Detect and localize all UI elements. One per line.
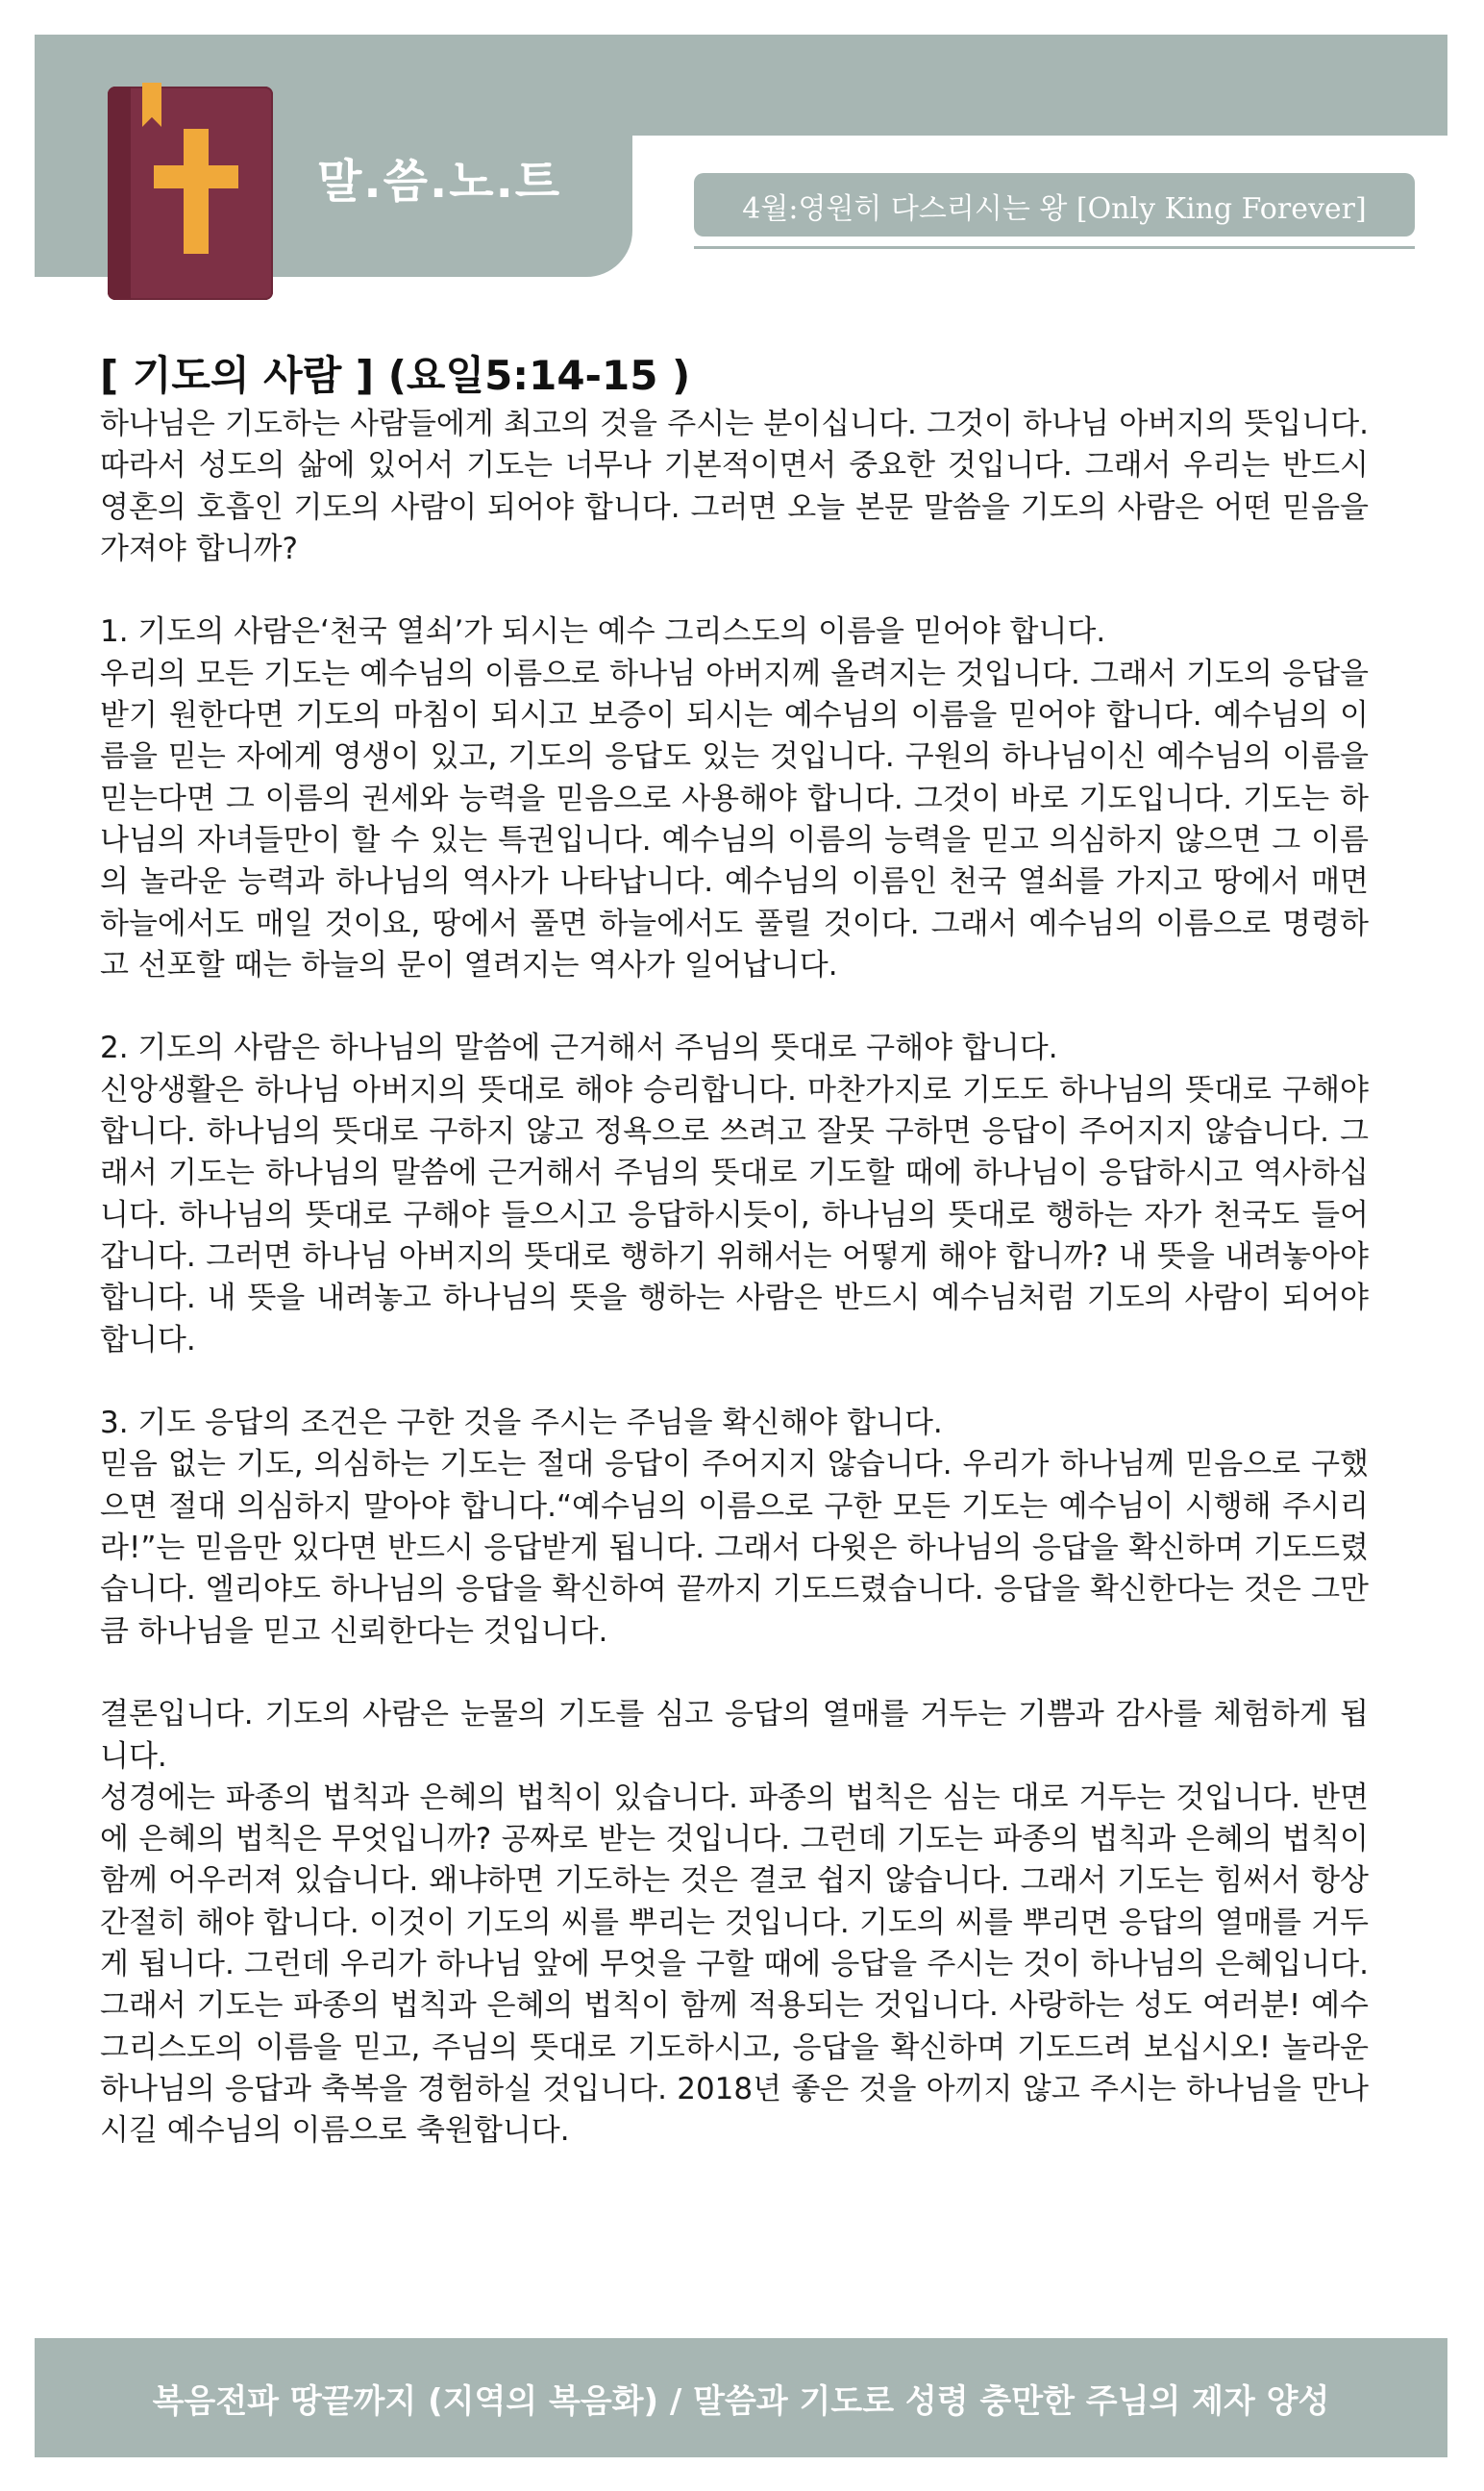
paragraph: 결론입니다. 기도의 사람은 눈물의 기도를 심고 응답의 열매를 거두는 기쁨과 감사를 체험하게 됩니다. xyxy=(100,1697,1369,1774)
cross-icon xyxy=(184,129,209,254)
series-badge xyxy=(694,173,1415,237)
bookmark-icon xyxy=(142,83,161,127)
bible-icon xyxy=(108,87,273,300)
paragraph: 2. 기도의 사람은 하나님의 말씀에 근거해서 주님의 뜻대로 구해야 합니다. xyxy=(100,1031,1058,1066)
series-underline xyxy=(694,246,1415,249)
footer-band xyxy=(35,2338,1447,2457)
paragraph: 믿음 없는 기도, 의심하는 기도는 절대 응답이 주어지지 않습니다. 우리가 하나님께 믿음으로 구했으면 절대 의심하지 말아야 합니다.“예수님의 이름으로 구한 모든 기도는 예수님이 시행해 주시리라!”는 믿음만 있다면 반드시 응답받게 됩니다. 그래서 다윗은 하나님의 응답을 확신하며 기도드렸습니다. 엘리야도 하나님의 응답을 확신하여 끝까지 기도드렸습니다. 응답을 확신한다는 것은 그만큼 하나님을 믿고 신뢰한다는 것입니다. xyxy=(100,1447,1369,1649)
sermon-title: [ 기도의 사람 ] (요일5:14-15 ) xyxy=(100,352,691,399)
paragraph-gap xyxy=(100,1361,1369,1403)
footer-slogan: 복음전파 땅끝까지 (지역의 복음화) / 말씀과 기도로 성령 충만한 주님의 제자 양성 xyxy=(152,2382,1330,2421)
cross-icon-bar xyxy=(154,165,238,188)
paragraph: 우리의 모든 기도는 예수님의 이름으로 하나님 아버지께 올려지는 것입니다. 그래서 기도의 응답을 받기 원한다면 기도의 마침이 되시고 보증이 되시는 예수님의 이름을 믿어야 합니다. 예수님의 이름을 믿는 자에게 영생이 있고, 기도의 응답도 있는 것입니다. 구원의 하나님이신 예수님의 이름을 믿는다면 그 이름의 권세와 능력을 믿음으로 사용해야 합니다. 그것이 바로 기도입니다. 기도는 하나님의 자녀들만이 할 수 있는 특권입니다. 예수님의 이름의 능력을 믿고 의심하지 않으면 그 이름의 놀라운 능력과 하나님의 역사가 나타납니다. 예수님의 이름인 천국 열쇠를 가지고 땅에서 매면 하늘에서도 매일 것이요, 땅에서 풀면 하늘에서도 풀릴 것이다. 그래서 예수님의 이름으로 명령하고 선포할 때는 하늘의 문이 열려지는 역사가 일어납니다. xyxy=(100,656,1369,983)
paragraph-gap xyxy=(100,1653,1369,1694)
paragraph-gap xyxy=(100,570,1369,611)
series-title: 4월:영원히 다스리시는 왕 [Only King Forever] xyxy=(742,192,1367,226)
paragraph-gap xyxy=(100,986,1369,1028)
paragraph: 3. 기도 응답의 조건은 구한 것을 주시는 주님을 확신해야 합니다. xyxy=(100,1406,943,1441)
paragraph: 신앙생활은 하나님 아버지의 뜻대로 해야 승리합니다. 마찬가지로 기도도 하나님의 뜻대로 구해야 합니다. 하나님의 뜻대로 구하지 않고 정욕으로 쓰려고 잘못 구하면 응답이 주어지지 않습니다. 그래서 기도는 하나님의 말씀에 근거해서 주님의 뜻대로 기도할 때에 하나님이 응답하시고 역사하십니다. 하나님의 뜻대로 구해야 들으시고 응답하시듯이, 하나님의 뜻대로 행하는 자가 천국도 들어갑니다. 그러면 하나님 아버지의 뜻대로 행하기 위해서는 어떻게 해야 합니까? 내 뜻을 내려놓아야 합니다. 내 뜻을 내려놓고 하나님의 뜻을 행하는 사람은 반드시 예수님처럼 기도의 사람이 되어야 합니다. xyxy=(100,1072,1369,1358)
paragraph: 1. 기도의 사람은‘천국 열쇠’가 되시는 예수 그리스도의 이름을 믿어야 합니다. xyxy=(100,614,1106,650)
paragraph: 성경에는 파종의 법칙과 은혜의 법칙이 있습니다. 파종의 법칙은 심는 대로 거두는 것입니다. 반면에 은혜의 법칙은 무엇입니까? 공짜로 받는 것입니다. 그런데 기도는 파종의 법칙과 은혜의 법칙이 함께 어우러져 있습니다. 왜냐하면 기도하는 것은 결코 쉽지 않습니다. 그래서 기도는 힘써서 항상 간절히 해야 합니다. 이것이 기도의 씨를 뿌리는 것입니다. 기도의 씨를 뿌리면 응답의 열매를 거두게 됩니다. 그런데 우리가 하나님 앞에 무엇을 구할 때에 응답을 주시는 것이 하나님의 은혜입니다. 그래서 기도는 파종의 법칙과 은혜의 법칙이 함께 적용되는 것입니다. 사랑하는 성도 여러분! 예수 그리스도의 이름을 믿고, 주님의 뜻대로 기도하시고, 응답을 확신하며 기도드려 보십시오! 놀라운 하나님의 응답과 축복을 경험하실 것입니다. 2018년 좋은 것을 아끼지 않고 주시는 하나님을 만나시길 예수님의 이름으로 축원합니다. xyxy=(100,1780,1369,2149)
brand-title: 말.씀.노.트 xyxy=(317,155,562,209)
paragraph: 하나님은 기도하는 사람들에게 최고의 것을 주시는 분이십니다. 그것이 하나님 아버지의 뜻입니다. 따라서 성도의 삶에 있어서 기도는 너무나 기본적이면서 중요한 것입니다. 그래서 우리는 반드시 영혼의 호흡인 기도의 사람이 되어야 합니다. 그러면 오늘 본문 말씀을 기도의 사람은 어떤 믿음을 가져야 합니까? xyxy=(100,407,1369,566)
book-spine xyxy=(108,87,131,300)
sermon-body xyxy=(100,404,1369,2152)
